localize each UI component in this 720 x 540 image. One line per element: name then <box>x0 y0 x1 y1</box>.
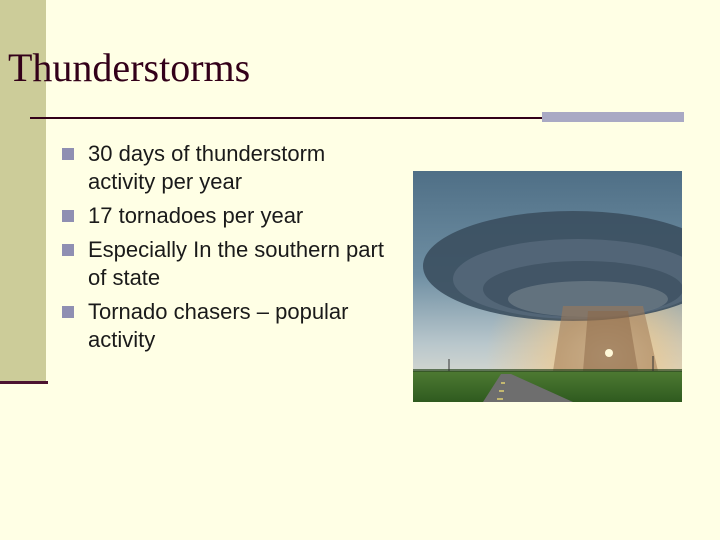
slide-title: Thunderstorms <box>8 45 251 90</box>
bullet-list <box>62 140 392 360</box>
left-bar-underline <box>0 381 48 384</box>
supercell-storm-photo <box>413 171 682 402</box>
square-bullet-icon <box>62 244 74 256</box>
title-divider-line <box>30 117 542 119</box>
bullet-text: Especially In the southern part of state <box>88 237 384 290</box>
bullet-item <box>62 236 392 292</box>
square-bullet-icon <box>62 148 74 160</box>
square-bullet-icon <box>62 210 74 222</box>
bullet-item <box>62 202 392 230</box>
bullet-item <box>62 298 392 354</box>
bullet-text: 30 days of thunderstorm activity per year <box>88 141 326 194</box>
bullet-item <box>62 140 392 196</box>
title-divider-accent <box>542 112 684 122</box>
bullet-text: 17 tornadoes per year <box>88 203 304 228</box>
bullet-text: Tornado chasers – popular activity <box>88 299 349 352</box>
square-bullet-icon <box>62 306 74 318</box>
